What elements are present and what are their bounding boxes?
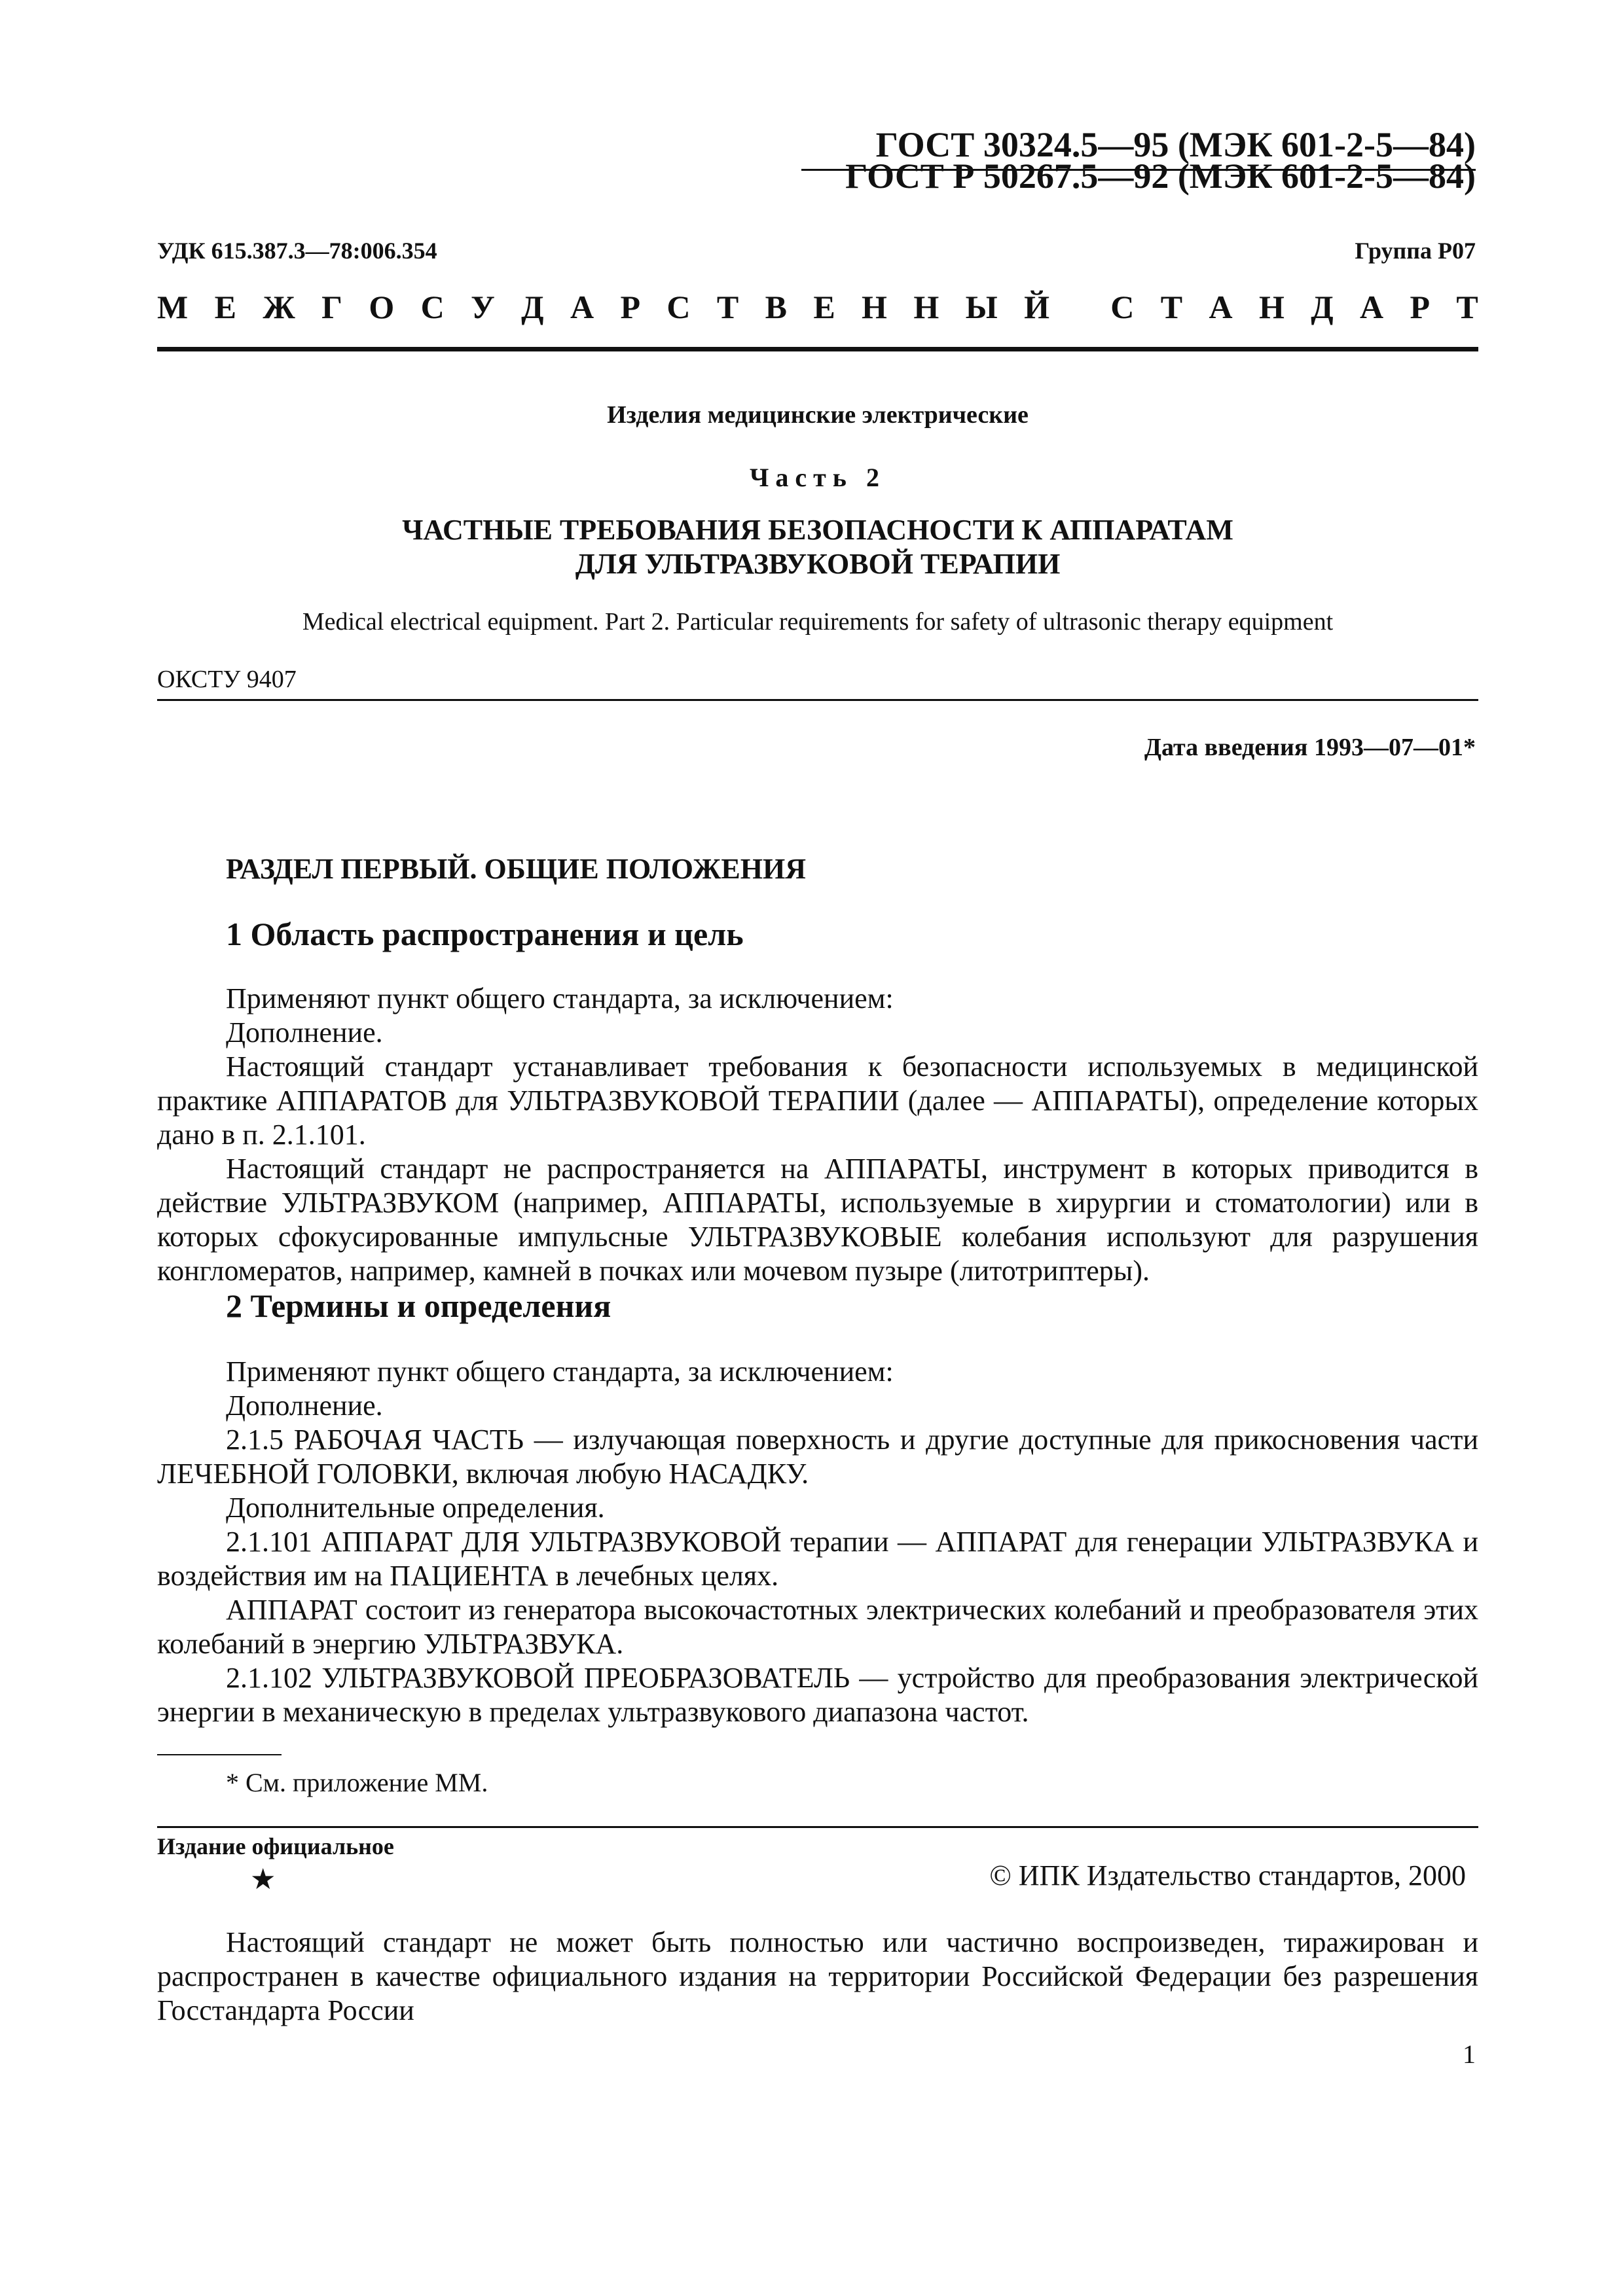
title-line-1: ЧАСТНЫЕ ТРЕБОВАНИЯ БЕЗОПАСНОСТИ К АППАРАТАМ [402, 514, 1233, 546]
banner-letter: М [157, 289, 189, 325]
banner-letter: Р [1410, 289, 1431, 325]
udk-code: УДК 615.387.3—78:006.354 [157, 238, 437, 264]
clause-1-heading: 1 Область распространения и цель [226, 916, 744, 952]
paragraph: Применяют пункт общего стандарта, за исключением: [226, 982, 894, 1014]
paragraph: Настоящий стандарт не распространяется на АППАРАТЫ, инструмент в которых приводится в действие УЛЬТРАЗВУКОМ (например, АППАРАТЫ, используемые в хирургии и стоматологии) или в которых сфокусированные импульсные УЛЬТРАЗВУКОВЫЕ колебания используют для разрушения конгломератов, например, камней в почках или мочевом пузыре (литотриптеры). [157, 1153, 1478, 1287]
part-number: Часть 2 [750, 463, 886, 492]
clause-2-heading: 2 Термины и определения [226, 1287, 611, 1324]
banner-letter: Н [862, 289, 887, 325]
english-title: Medical electrical equipment. Part 2. Particular requirements for safety of ultrasonic therapy equipment [302, 608, 1334, 636]
paragraph: Дополнительные определения. [226, 1492, 605, 1524]
standard-banner [157, 288, 1478, 326]
product-kind: Изделия медицинские электрические [607, 401, 1029, 429]
banner-letter: Е [813, 289, 835, 325]
banner-letter: Г [321, 289, 342, 325]
banner-letter: Т [1456, 289, 1478, 325]
section-title: РАЗДЕЛ ПЕРВЫЙ. ОБЩИЕ ПОЛОЖЕНИЯ [226, 853, 806, 885]
banner-letter: Е [214, 289, 236, 325]
banner-letter: Н [1258, 289, 1285, 325]
banner-letter: С [420, 289, 445, 325]
footnote-separator [157, 1754, 282, 1755]
okstu-rule [157, 699, 1478, 701]
star-icon: ★ [250, 1863, 276, 1895]
introduction-date: Дата введения 1993—07—01* [1144, 734, 1476, 761]
banner-letter: Ж [263, 289, 295, 325]
footnote: * См. приложение ММ. [226, 1768, 488, 1797]
header-rule [157, 347, 1478, 351]
paragraph: 2.1.102 УЛЬТРАЗВУКОВОЙ ПРЕОБРАЗОВАТЕЛЬ — устройство для преобразования электрической энергии в механическую в пределах ультразвукового диапазона частот. [157, 1662, 1478, 1728]
clause-2-body [157, 1355, 1478, 1729]
gost-number-secondary: ГОСТ Р 50267.5—92 (МЭК 601-2-5—84) [845, 156, 1476, 196]
paragraph: АППАРАТ состоит из генератора высокочастотных электрических колебаний и преобразователя этих колебаний в энергию УЛЬТРАЗВУКА. [157, 1594, 1478, 1660]
banner-letter: У [471, 289, 495, 325]
banner-letter: Д [521, 289, 544, 325]
banner-letter: С [666, 289, 691, 325]
banner-letter: О [369, 289, 395, 325]
group-code: Группа Р07 [1355, 238, 1476, 264]
banner-letter: В [765, 289, 787, 325]
banner-letter: Д [1311, 289, 1334, 325]
banner-letter: А [1209, 289, 1233, 325]
banner-letter: С [1110, 289, 1135, 325]
clause-1-body [157, 982, 1478, 1288]
okstu-code: ОКСТУ 9407 [157, 666, 297, 693]
paragraph: 2.1.101 АППАРАТ ДЛЯ УЛЬТРАЗВУКОВОЙ терапии — АППАРАТ для генерации УЛЬТРАЗВУКА и воздействия им на ПАЦИЕНТА в лечебных целях. [157, 1526, 1478, 1592]
copyright-notice: © ИПК Издательство стандартов, 2000 [989, 1859, 1466, 1892]
paragraph: Применяют пункт общего стандарта, за исключением: [226, 1355, 894, 1388]
notice-text: Настоящий стандарт не может быть полностью или частично воспроизведен, тиражирован и распространен в качестве официального издания на территории Российской Федерации без разрешения Госстандарта России [157, 1926, 1478, 2026]
official-edition-label: Издание официальное [157, 1833, 394, 1859]
banner-letter: А [570, 289, 594, 325]
banner-letter: Т [1160, 289, 1183, 325]
banner-gap [1076, 288, 1084, 326]
banner-letter: Р [620, 289, 640, 325]
reproduction-notice [157, 1926, 1478, 2028]
gost-number-primary: ГОСТ 30324.5—95 (МЭК 601-2-5—84) [875, 125, 1476, 164]
document-title [157, 513, 1478, 581]
banner-letter: Т [716, 289, 739, 325]
page-number: 1 [1463, 2039, 1476, 2069]
banner-letter: Н [913, 289, 939, 325]
paragraph: Дополнение. [226, 1016, 383, 1049]
paragraph: Дополнение. [226, 1390, 383, 1422]
title-line-2: ДЛЯ УЛЬТРАЗВУКОВОЙ ТЕРАПИИ [575, 548, 1061, 580]
paragraph: 2.1.5 РАБОЧАЯ ЧАСТЬ — излучающая поверхность и другие доступные для прикосновения части ЛЕЧЕБНОЙ ГОЛОВКИ, включая любую НАСАДКУ. [157, 1424, 1478, 1490]
banner-letter: Ы [965, 289, 998, 325]
banner-letter: А [1360, 289, 1384, 325]
paragraph: Настоящий стандарт устанавливает требования к безопасности используемых в медицинской практике АППАРАТОВ для УЛЬТРАЗВУКОВОЙ ТЕРАПИИ (далее — АППАРАТЫ), определение которых дано в п. 2.1.101. [157, 1050, 1478, 1151]
footer-rule [157, 1826, 1478, 1828]
banner-letter: Й [1024, 289, 1049, 325]
